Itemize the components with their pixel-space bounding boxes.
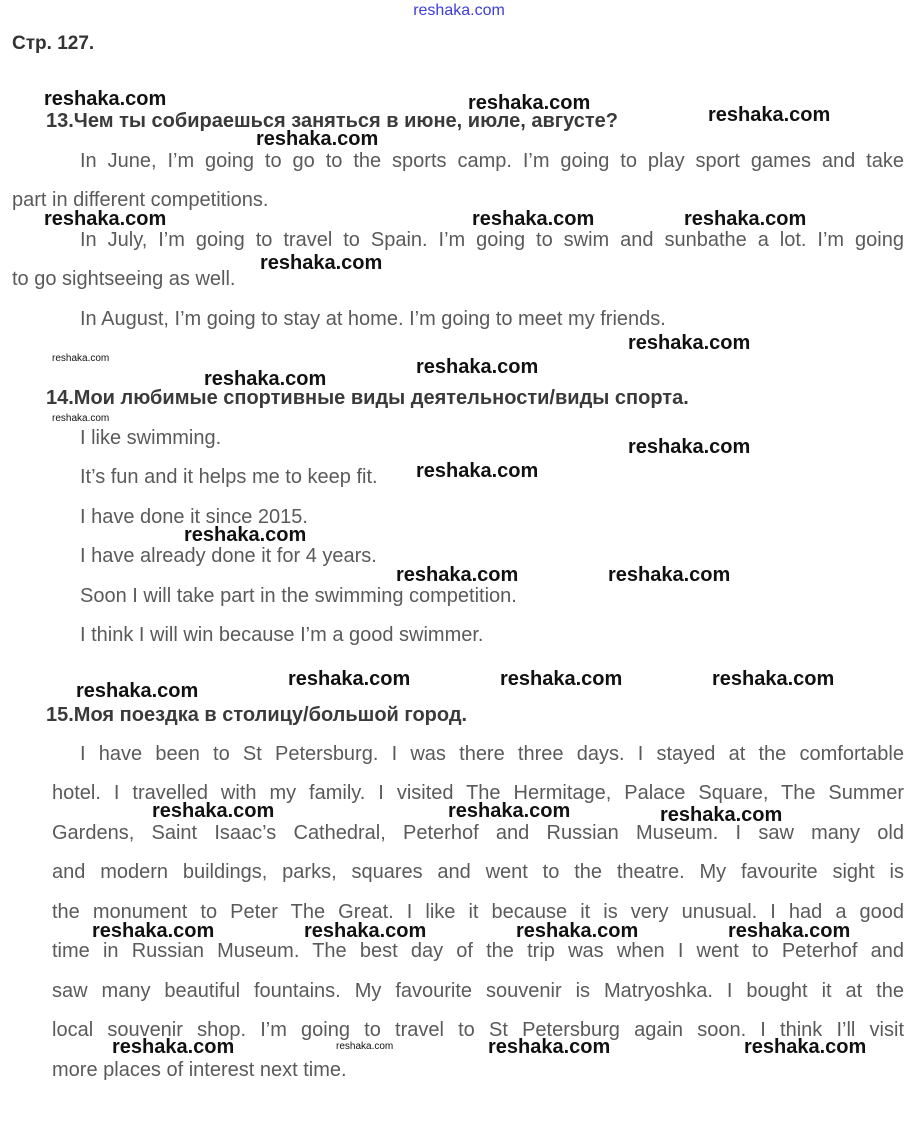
section-14-line: I think I will win because I’m a good swimmer.	[80, 624, 484, 646]
watermark: reshaka.com	[660, 804, 783, 826]
section-15-line: the monument to Peter The Great. I like it because it is very unusual. I had a good	[52, 901, 904, 923]
watermark: reshaka.com	[488, 1036, 611, 1058]
section-15-heading: 15.Моя поездка в столицу/большой город.	[46, 704, 468, 726]
watermark: reshaka.com	[152, 800, 275, 822]
watermark: reshaka.com	[260, 252, 383, 274]
watermark: reshaka.com	[204, 368, 327, 390]
watermark: reshaka.com	[712, 668, 835, 690]
watermark: reshaka.com	[448, 800, 571, 822]
section-13-heading: 13.Чем ты собираешься заняться в июне, июле, августе?	[46, 110, 618, 132]
watermark: reshaka.com	[304, 920, 427, 942]
watermark: reshaka.com	[744, 1036, 867, 1058]
section-15-line: and modern buildings, parks, squares and went to the theatre. My favourite sight is	[52, 861, 904, 883]
section-14-line: It’s fun and it helps me to keep fit.	[80, 466, 378, 488]
section-15-line: saw many beautiful fountains. My favourite souvenir is Matryoshka. I bought it at the	[52, 980, 904, 1002]
section-15-line: I have been to St Petersburg. I was there three days. I stayed at the comfortable	[80, 743, 904, 765]
section-13-line: In June, I’m going to go to the sports camp. I’m going to play sport games and take	[80, 150, 904, 172]
watermark: reshaka.com	[44, 88, 167, 110]
watermark: reshaka.com	[288, 668, 411, 690]
watermark: reshaka.com	[500, 668, 623, 690]
watermark-small: reshaka.com	[52, 413, 110, 424]
watermark: reshaka.com	[416, 460, 539, 482]
watermark: reshaka.com	[44, 208, 167, 230]
watermark: reshaka.com	[684, 208, 807, 230]
watermark: reshaka.com	[468, 92, 591, 114]
section-15-line: time in Russian Museum. The best day of the trip was when I went to Peterhof and	[52, 940, 904, 962]
watermark: reshaka.com	[628, 436, 751, 458]
section-13-line: to go sightseeing as well.	[12, 268, 236, 290]
section-13-line: In August, I’m going to stay at home. I’m going to meet my friends.	[80, 308, 666, 330]
watermark: reshaka.com	[516, 920, 639, 942]
section-15-line: local souvenir shop. I’m going to travel to St Petersburg again soon. I think I’ll visit	[52, 1019, 904, 1041]
section-14-line: I like swimming.	[80, 427, 222, 449]
watermark: reshaka.com	[728, 920, 851, 942]
section-14-heading: 14.Мои любимые спортивные виды деятельности/виды спорта.	[46, 387, 689, 409]
watermark: reshaka.com	[416, 356, 539, 378]
site-header-link[interactable]: reshaka.com	[413, 2, 505, 19]
watermark-small: reshaka.com	[336, 1041, 394, 1052]
watermark: reshaka.com	[112, 1036, 235, 1058]
watermark: reshaka.com	[256, 128, 379, 150]
watermark: reshaka.com	[472, 208, 595, 230]
watermark-small: reshaka.com	[52, 353, 110, 364]
watermark: reshaka.com	[76, 680, 199, 702]
watermark: reshaka.com	[92, 920, 215, 942]
watermark: reshaka.com	[628, 332, 751, 354]
section-14-line: I have done it since 2015.	[80, 506, 308, 528]
page-number: Стр. 127.	[12, 33, 95, 54]
watermark: reshaka.com	[608, 564, 731, 586]
section-15-line: more places of interest next time.	[52, 1059, 347, 1081]
section-13-line: In July, I’m going to travel to Spain. I’m going to swim and sunbathe a lot. I’m going	[80, 229, 904, 251]
section-15-line: hotel. I travelled with my family. I visited The Hermitage, Palace Square, The Summer	[52, 782, 904, 804]
watermark: reshaka.com	[396, 564, 519, 586]
section-13-line: part in different competitions.	[12, 189, 269, 211]
section-14-line: Soon I will take part in the swimming competition.	[80, 585, 517, 607]
section-14-line: I have already done it for 4 years.	[80, 545, 377, 567]
watermark: reshaka.com	[184, 524, 307, 546]
watermark: reshaka.com	[708, 104, 831, 126]
section-15-line: Gardens, Saint Isaac’s Cathedral, Peterhof and Russian Museum. I saw many old	[52, 822, 904, 844]
